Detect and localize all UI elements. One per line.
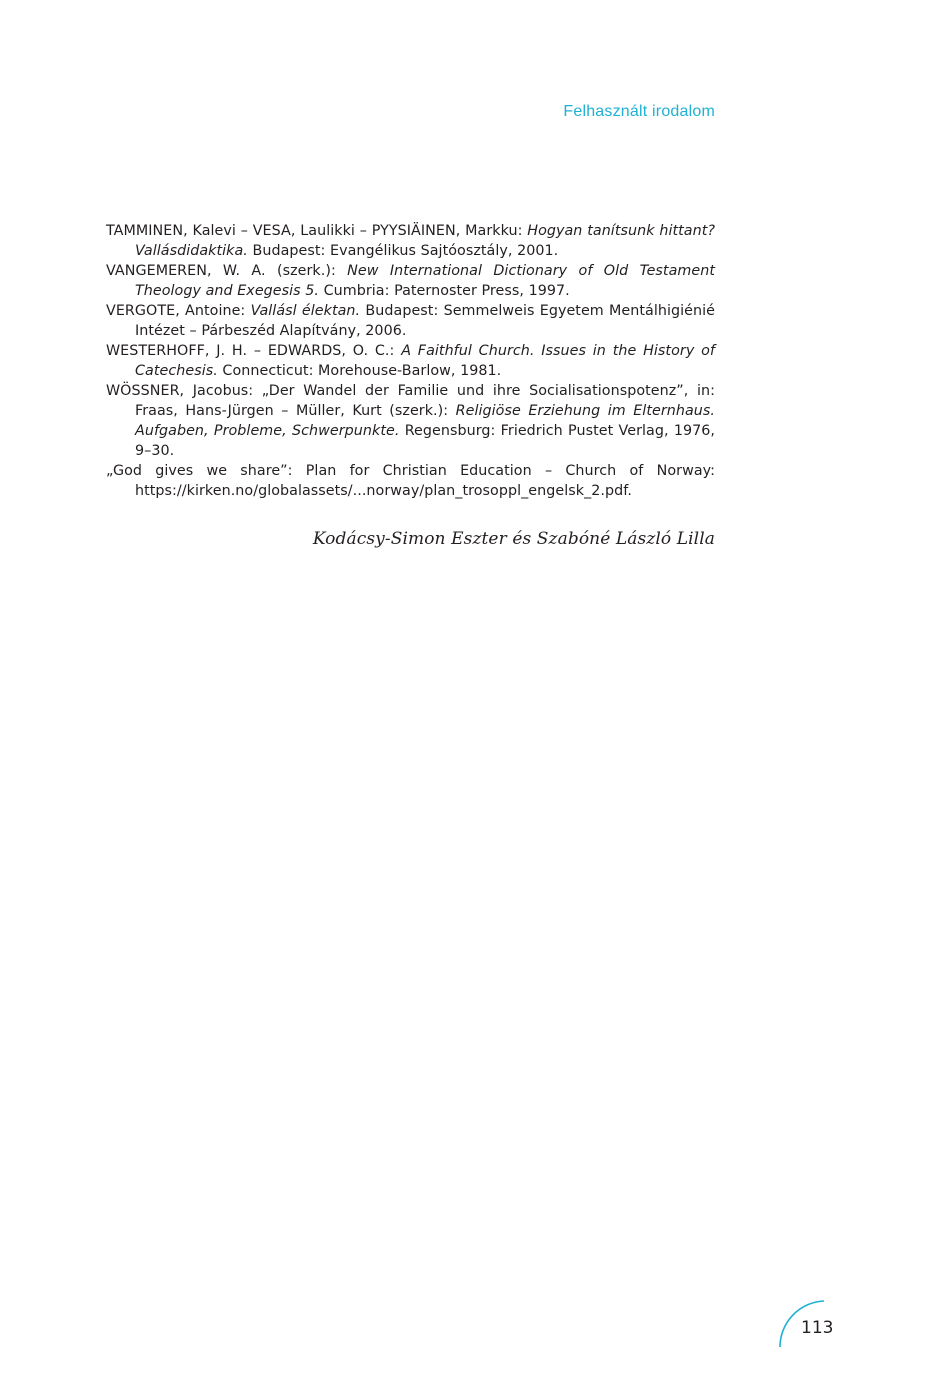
reference-publication: Regensburg: Friedrich Pustet Verlag, 1976, 9–30. bbox=[135, 423, 716, 459]
reference-title: Hogyan tanítsunk hittant? Vallásdidaktika. bbox=[135, 223, 716, 259]
reference-publication: Budapest: Evangélikus Sajtóosztály, 2001. bbox=[247, 243, 559, 259]
reference-item bbox=[106, 381, 715, 461]
reference-title: New International Dictionary of Old Testament Theology and Exegesis 5. bbox=[135, 263, 715, 299]
reference-item bbox=[106, 461, 715, 501]
reference-authors: WESTERHOFF, J. H. – EDWARDS, O. C.: bbox=[106, 343, 402, 359]
reference-item bbox=[106, 301, 715, 341]
reference-publication: Budapest: Semmelweis Egyetem Mentálhigiénié Intézet – Párbeszéd Alapítvány, 2006. bbox=[135, 303, 715, 339]
reference-item bbox=[106, 221, 715, 261]
reference-title: A Faithful Church. Issues in the History of Catechesis. bbox=[135, 343, 715, 379]
reference-authors: WÖSSNER, Jacobus: „Der Wandel der Familie und ihre Socialisationspotenz”, in: Fraas, Hans-Jürgen – Müller, Kurt (szerk.): bbox=[106, 383, 715, 419]
reference-text: „God gives we share”: Plan for Christian Education – Church of Norway: https://kirken.no/globalassets/...norway/plan_trosoppl_engelsk_2.pdf. bbox=[106, 463, 715, 499]
author-signature: Kodácsy-Simon Eszter és Szabóné László Lilla bbox=[312, 529, 715, 549]
reference-authors: VANGEMEREN, W. A. (szerk.): bbox=[106, 263, 348, 279]
reference-publication: Connecticut: Morehouse-Barlow, 1981. bbox=[217, 363, 502, 379]
reference-item bbox=[106, 261, 715, 301]
reference-item bbox=[106, 341, 715, 381]
reference-list bbox=[106, 221, 715, 501]
running-header: Felhasznált irodalom bbox=[563, 103, 715, 120]
reference-authors: VERGOTE, Antoine: bbox=[106, 303, 251, 319]
reference-publication: Cumbria: Paternoster Press, 1997. bbox=[319, 283, 570, 299]
reference-title: Vallásl élektan. bbox=[250, 303, 361, 319]
reference-title: Religiöse Erziehung im Elternhaus. Aufgaben, Probleme, Schwerpunkte. bbox=[135, 403, 715, 439]
reference-authors: TAMMINEN, Kalevi – VESA, Laulikki – PYYSIÄINEN, Markku: bbox=[106, 223, 528, 239]
page-number: 113 bbox=[801, 1318, 834, 1338]
